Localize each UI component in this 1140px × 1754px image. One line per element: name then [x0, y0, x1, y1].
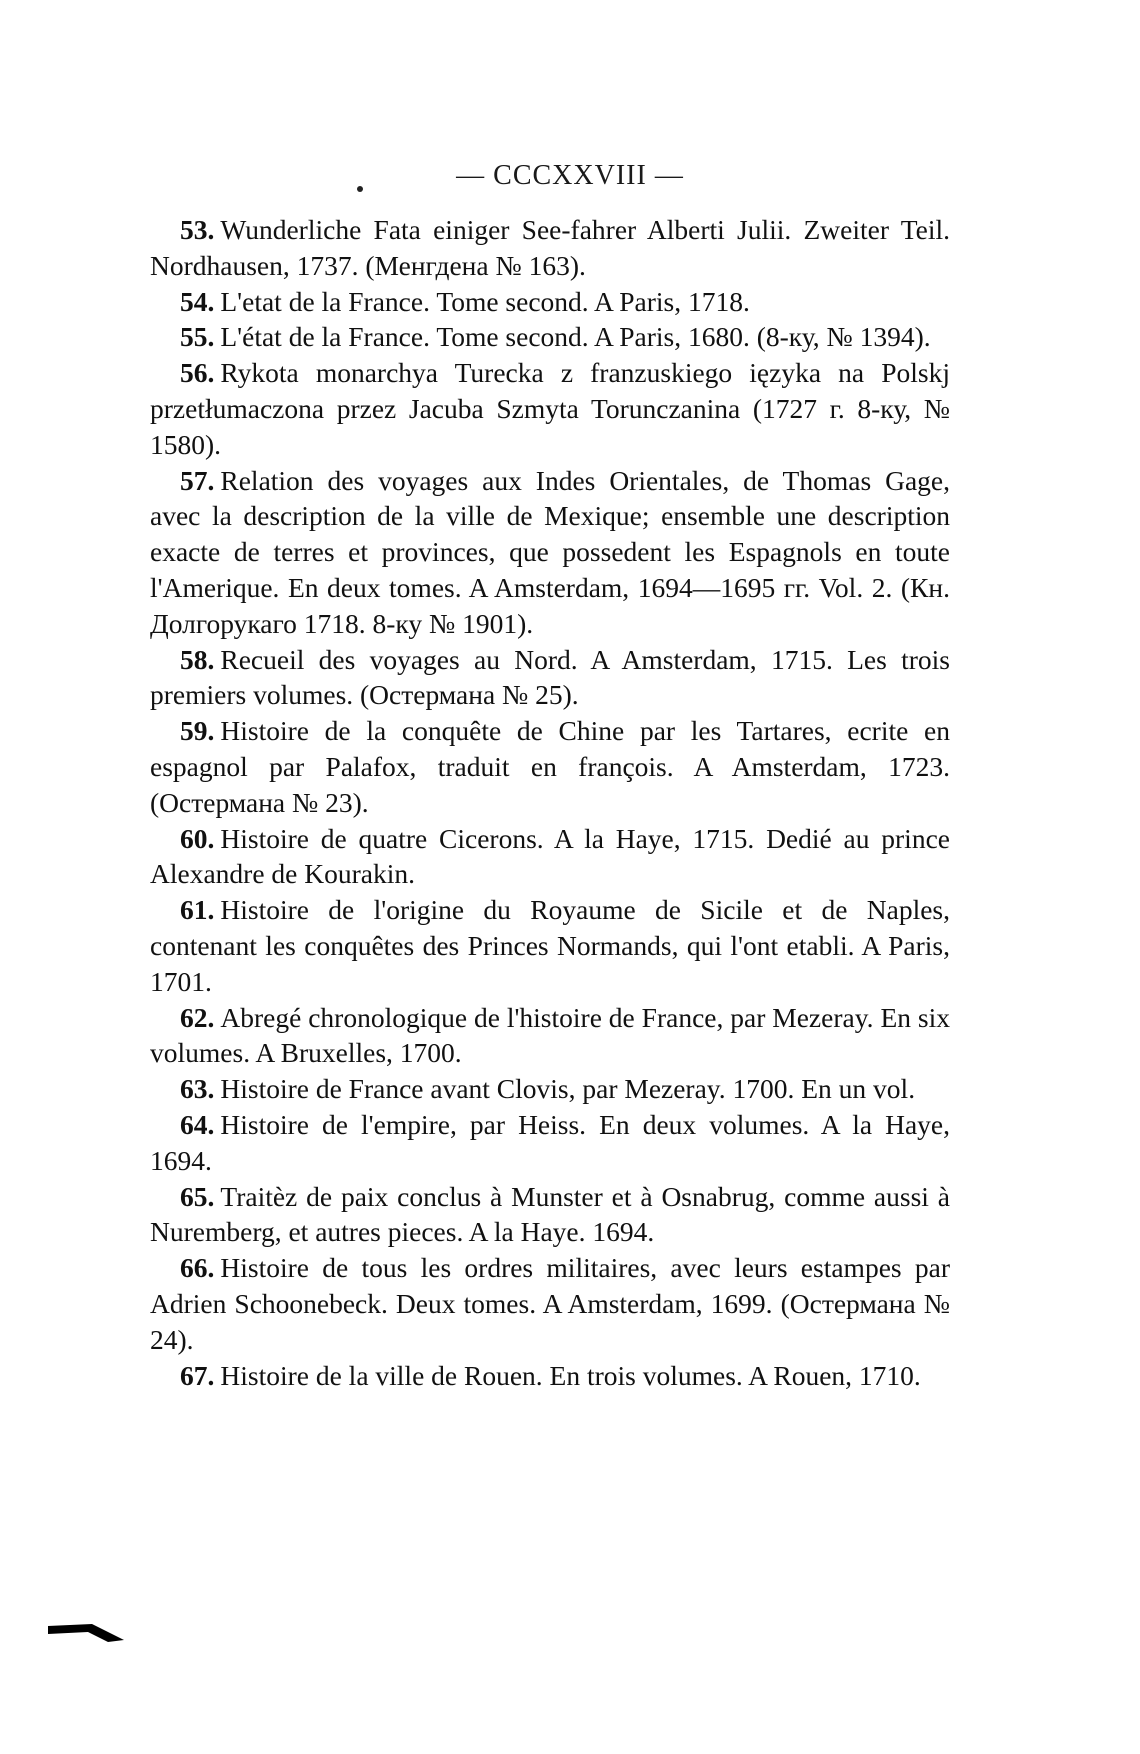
entry-text: Histoire de France avant Clovis, par Mezeray. 1700. En un vol.: [220, 1073, 916, 1105]
scan-artifact-mark: [48, 1620, 124, 1642]
list-item: [150, 212, 950, 284]
entry-number: 53.: [180, 214, 215, 245]
entry-text: Histoire de l'empire, par Heiss. En deux volumes. A la Haye, 1694.: [150, 1108, 950, 1176]
entry-text: Histoire de la conquête de Chine par les Tartares, ecrite en espagnol par Palafox, traduit en françois. A Amsterdam, 1723. (Остермана № 23).: [150, 715, 950, 818]
entry-number: 58.: [180, 643, 215, 675]
entry-number: 67.: [180, 1359, 215, 1391]
entry-text: Traitèz de paix conclus à Munster et à Osnabrug, comme aussi à Nuremberg, et autres pieces. A la Haye. 1694.: [150, 1180, 950, 1248]
list-item: [150, 1179, 950, 1251]
entry-text: Abregé chronologique de l'histoire de France, par Mezeray. En six volumes. A Bruxelles, 1700.: [150, 1001, 950, 1069]
list-item: [150, 355, 950, 462]
entry-text: Histoire de tous les ordres militaires, avec leurs estampes par Adrien Schoonebeck. Deux tomes. A Amsterdam, 1699. (Остермана № 24).: [150, 1252, 950, 1355]
list-item: [150, 1000, 950, 1072]
entry-number: 62.: [180, 1001, 215, 1033]
entry-text: Rykota monarchya Turecka z franzuskiego ięzyka na Polskj przetłumaczona przez Jacuba Szmyta Torunczanina (1727 г. 8-ку, № 1580).: [150, 357, 950, 460]
list-item: [150, 1250, 950, 1357]
entry-text: L'etat de la France. Tome second. A Paris, 1718.: [220, 285, 750, 317]
list-item: [150, 642, 950, 714]
entry-number: 60.: [180, 822, 215, 854]
list-item: [150, 1071, 950, 1107]
entry-text: Histoire de la ville de Rouen. En trois volumes. A Rouen, 1710.: [220, 1359, 921, 1391]
entry-text: L'état de la France. Tome second. A Paris, 1680. (8-ку, № 1394).: [220, 321, 931, 353]
entry-text: Wunderliche Fata einiger See-fahrer Alberti Julii. Zweiter Teil. Nordhausen, 1737. (Менгдена № 163).: [150, 214, 950, 281]
entry-text: Relation des voyages aux Indes Orientales, de Thomas Gage, avec la description de la ville de Mexique; ensemble une description exacte de terres et provinces, que possedent les Espagnols en toute l'Amerique. En deux tomes. A Amsterdam, 1694—1695 гг. Vol. 2. (Кн. Долгорукаго 1718. 8-ку № 1901).: [150, 464, 950, 639]
list-item: [150, 1107, 950, 1179]
entry-number: 55.: [180, 321, 215, 353]
entry-number: 56.: [180, 357, 215, 389]
entry-text: Histoire de l'origine du Royaume de Sicile et de Naples, contenant les conquêtes des Princes Normands, qui l'ont etabli. A Paris, 1701.: [150, 894, 950, 997]
list-item: [150, 892, 950, 999]
entry-number: 61.: [180, 894, 215, 926]
list-item: [150, 284, 950, 320]
entry-number: 57.: [180, 464, 215, 496]
list-item: [150, 319, 950, 355]
entry-text: Recueil des voyages au Nord. A Amsterdam, 1715. Les trois premiers volumes. (Остермана № 25).: [150, 643, 950, 711]
list-item: [150, 713, 950, 820]
entry-number: 54.: [180, 285, 215, 317]
list-item: [150, 821, 950, 893]
entry-list: [150, 212, 950, 1393]
list-item: [150, 463, 950, 642]
entry-number: 64.: [180, 1108, 215, 1140]
list-item: [150, 1358, 950, 1394]
entry-number: 66.: [180, 1252, 215, 1284]
entry-text: Histoire de quatre Cicerons. A la Haye, 1715. Dedié au prince Alexandre de Kourakin.: [150, 822, 950, 890]
entry-number: 63.: [180, 1073, 215, 1105]
entry-number: 65.: [180, 1180, 215, 1212]
entry-number: 59.: [180, 715, 215, 747]
page-header: — CCCXXVIII —: [456, 160, 684, 191]
